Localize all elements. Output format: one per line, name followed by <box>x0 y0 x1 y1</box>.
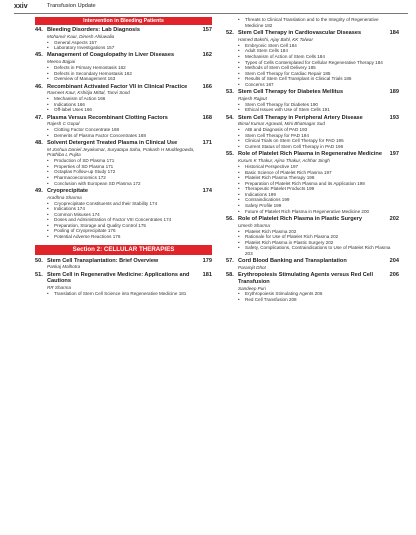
chapter-title: Recombinant Activated Factor VII in Clinical Practice <box>47 83 188 90</box>
chapter-topics <box>47 291 212 297</box>
chapter-page-number: 181 <box>202 271 212 278</box>
toc-chapter[interactable] <box>35 140 212 186</box>
toc-item: • Defects in Secondary Hemostasis 162 <box>47 71 206 77</box>
chapter-title: Stem Cell Therapy for Diabetes Mellitus <box>238 89 344 96</box>
toc-item: • Erythropoiesis Stimulating Agents 206 <box>238 291 393 297</box>
chapter-topics <box>238 127 399 149</box>
toc-item: • Therapeutic Platelet Products 199 <box>238 186 393 192</box>
chapter-page-number: 193 <box>389 114 399 121</box>
chapter-authors: Aradhna Sharma <box>47 194 82 200</box>
chapter-list-bleeding <box>35 27 212 240</box>
chapter-authors: Mohanvir Kaur, Dinesh Ahluwalia <box>47 33 115 39</box>
chapter-page-number: 184 <box>389 30 399 37</box>
toc-item: • Clotting Factor Concentrate 168 <box>47 127 206 133</box>
toc-item: • Current Status of Stem Cell Therapy in PAD 196 <box>238 144 393 150</box>
chapter-authors: Sandeep Puri <box>238 285 266 291</box>
left-column <box>35 17 212 297</box>
toc-item: • Stem Cell Therapy for PAD 194 <box>238 133 393 139</box>
chapter-title: Management of Coagulopathy in Liver Diseases <box>47 52 175 59</box>
toc-item: • Future of Platelet Rich Plasma in Regenerative Medicine 200 <box>238 209 393 215</box>
chapter-title: Cord Blood Banking and Transplantation <box>238 258 347 265</box>
section-banner-bleeding: Intervention in Bleeding Patients <box>35 17 212 25</box>
chapter-title: Role of Platelet Rich Plasma in Regenerative Medicine <box>238 151 382 158</box>
chapter-authors: Kusum K Thakur, Ajina Thakur, Achhar Singh <box>238 158 330 164</box>
toc-item: • Stem Cell Therapy for Diabetes 190 <box>238 102 393 108</box>
chapter-page-number: 157 <box>202 27 212 33</box>
toc-chapter[interactable] <box>226 115 399 150</box>
chapter-number: 44. <box>35 27 43 33</box>
chapter-topics <box>47 201 212 240</box>
chapter-topics <box>238 43 399 88</box>
toc-item: • Platelet Rich Plasma 202 <box>238 229 393 235</box>
toc-chapter[interactable] <box>35 84 212 113</box>
chapter-number: 54. <box>226 114 234 121</box>
chapter-page-number: 179 <box>202 257 212 264</box>
toc-item: • Common Misuses 174 <box>47 212 206 218</box>
section-banner-cellular: Section 2: CELLULAR THERAPIES <box>35 245 212 255</box>
toc-item: • Results of Stem Cell Transplant in Clinical Trials 186 <box>238 76 393 82</box>
chapter-number: 56. <box>226 215 234 222</box>
toc-item: • Methods of Stem Cell Delivery 185 <box>238 65 393 71</box>
chapter-number: 46. <box>35 83 43 90</box>
chapter-number: 49. <box>35 187 43 194</box>
toc-item: • General Aspects 157 <box>47 40 206 46</box>
chapter-authors: M Joshua Daniel Jeyakumar, Suryatapa Saha, Prakash H Muddegowda, Prathiba L Pujita <box>47 146 195 158</box>
chapter-page-number: 204 <box>389 258 399 265</box>
chapter-number: 53. <box>226 89 234 96</box>
chapter-title: Solvent Detergent Treated Plasma in Clinical Use <box>47 140 178 147</box>
chapter-number: 50. <box>35 257 43 264</box>
chapter-number: 47. <box>35 114 43 121</box>
toc-item: • Safety, Complications, Contraindications to Use of Platelet Rich Plasma 203 <box>238 245 393 256</box>
toc-item: • Off-label Uses 166 <box>47 107 206 113</box>
chapter-topics <box>47 127 212 138</box>
chapter-number: 58. <box>226 272 234 279</box>
chapter-list-cellular <box>35 258 212 297</box>
chapter-authors: Paramjit Dhot <box>238 264 266 270</box>
chapter-page-number: 171 <box>202 140 212 147</box>
chapter-authors: RR Sharma <box>47 285 71 291</box>
toc-item: • Red Cell Transfusion 208 <box>238 297 393 303</box>
chapter-page-number: 162 <box>202 52 212 59</box>
chapter-number: 57. <box>226 258 234 265</box>
toc-item: • Ethical Issues with Use of Stem Cells 191 <box>238 107 393 113</box>
toc-item: • Indications 199 <box>238 192 393 198</box>
toc-item: • Defects in Primary Hemostasis 162 <box>47 65 206 71</box>
chapter-topics <box>47 40 212 51</box>
chapter-page-number: 206 <box>389 272 399 279</box>
chapter-page-number: 174 <box>202 187 212 194</box>
toc-item: • Platelet Rich Plasma Therapy 198 <box>238 175 393 181</box>
toc-item: • Concerns 187 <box>238 82 393 88</box>
toc-item: • Basic Science of Platelet Rich Plasma 197 <box>238 170 393 176</box>
toc-item: • Mechanism of Action of Stem Cells 184 <box>238 54 393 60</box>
toc-item: • Rationale for Use of Platelet Rich Plasma 202 <box>238 234 393 240</box>
toc-item: • Conclusion with European SD Plasma 172 <box>47 181 206 187</box>
chapter-topics <box>238 102 399 113</box>
toc-chapter[interactable] <box>226 272 399 302</box>
toc-item: • Stem Cell Therapy for Cardiac Repair 185 <box>238 71 393 77</box>
toc-item: • Safety Profile 199 <box>238 203 393 209</box>
toc-item: • Platelet Rich Plasma in Plastic Surgery 202 <box>238 240 393 246</box>
chapter-title: Stem Cell Therapy in Peripheral Artery Disease <box>238 114 363 121</box>
chapter-topics <box>238 291 399 302</box>
header-rule <box>14 13 408 14</box>
toc-item: • Pharmacoeconomics 172 <box>47 175 206 181</box>
toc-chapter[interactable] <box>226 258 399 270</box>
chapter-topics <box>47 65 212 82</box>
toc-item: • Indications 174 <box>47 206 206 212</box>
chapter-list-right <box>226 30 399 303</box>
page-number: xxiv <box>14 3 28 10</box>
chapter-title: Cryoprecipitate <box>47 187 89 194</box>
toc-item: • Embryonic Stem Cell 184 <box>238 43 393 49</box>
chapter-authors: Meenu Bajpai <box>47 59 76 65</box>
toc-item: • Threats to Clinical Translation and to the Integrity of Regenerative Medicine 182 <box>238 17 393 28</box>
chapter-number: 55. <box>226 151 234 158</box>
chapter-page-number: 168 <box>202 114 212 121</box>
chapter-title: Plasma Versus Recombinant Clotting Factors <box>47 114 168 121</box>
toc-chapter[interactable] <box>35 52 212 81</box>
toc-item: • Octaplas Follow-up Study 172 <box>47 169 206 175</box>
book-title: Transfusion Update <box>47 3 96 9</box>
chapter-number: 52. <box>226 30 234 37</box>
toc-item: • Clinical Trials on Stem Cell Therapy for PAD 195 <box>238 138 393 144</box>
chapter-title: Stem Cell in Regenerative Medicine: Applications and Cautions <box>47 271 190 285</box>
toc-chapter[interactable] <box>35 115 212 139</box>
chapter-title: Erythropoiesis Stimulating Agents versus Red Cell Transfusion <box>238 272 374 285</box>
toc-chapter[interactable] <box>226 216 399 257</box>
right-column <box>226 17 399 303</box>
chapter-page-number: 189 <box>389 89 399 96</box>
chapter-topics <box>238 164 399 214</box>
chapter-topics <box>47 158 212 186</box>
toc-item: • Types of Cells Contemplated for Cellular Regenerative Therapy 184 <box>238 60 393 66</box>
toc-item: • Adult Stem Cells 184 <box>238 48 393 54</box>
toc-item: • Mechanism of Action 166 <box>47 96 206 102</box>
chapter-title: Stem Cell Therapy in Cardiovascular Diseases <box>238 30 362 37</box>
chapter-topics <box>47 96 212 113</box>
toc-chapter[interactable] <box>35 27 212 51</box>
toc-item: • Cryoprecipitate Constituents and their Stability 174 <box>47 201 206 207</box>
chapter-page-number: 197 <box>389 151 399 158</box>
toc-chapter[interactable] <box>35 188 212 240</box>
toc-chapter[interactable] <box>35 272 212 297</box>
page-header <box>14 0 408 14</box>
toc-item: • Production of SD Plasma 171 <box>47 158 206 164</box>
chapter-authors: Ravneet Kaur, Kshitija Mittal, Tanvi Sood <box>47 90 130 96</box>
toc-chapter[interactable] <box>226 30 399 87</box>
chapter-authors: Bimal Kumar Agrawal, Mini Bhatnagar Sud <box>238 121 325 127</box>
toc-item: • Pooling of Cryoprecipitate 176 <box>47 228 206 234</box>
toc-item: • Demerits of Plasma Factor Concentrates 168 <box>47 133 206 139</box>
chapter-title: Role of Platelet Rich Plasma in Plastic Surgery <box>238 215 363 222</box>
toc-chapter[interactable] <box>226 151 399 214</box>
chapter-authors: Rajesh Rajput <box>238 95 267 101</box>
chapter-page-number: 166 <box>202 83 212 90</box>
chapter-authors: Pankaj Malhotra <box>47 264 81 270</box>
toc-item: • Overview of Management 163 <box>47 76 206 82</box>
toc-item: • Translation of Stem Cell Science into Regenerative Medicine 181 <box>47 291 206 297</box>
chapter-title: Stem Cell Transplantation: Brief Overview <box>47 257 159 264</box>
chapter-title: Bleeding Disorders: Lab Diagnosis <box>47 27 140 33</box>
toc-item: • Indications 166 <box>47 102 206 108</box>
toc-item: • Doses and Administration of Factor VIII Concentrates 174 <box>47 217 206 223</box>
toc-item: • Properties of SD Plasma 171 <box>47 164 206 170</box>
chapter-number: 45. <box>35 52 43 59</box>
toc-item: • ABI and Diagnosis of PAD 193 <box>238 127 393 133</box>
continued-items <box>238 17 399 28</box>
toc-item: • Historical Perspective 197 <box>238 164 393 170</box>
chapter-authors: Umesh Sharma <box>238 222 270 228</box>
chapter-number: 48. <box>35 140 43 147</box>
toc-chapter[interactable] <box>35 258 212 270</box>
chapter-authors: Hamed Bakshi, Ajay Bahl, KK Talwar <box>238 36 313 42</box>
chapter-number: 51. <box>35 271 43 278</box>
chapter-page-number: 202 <box>389 215 399 222</box>
toc-item: • Preparation of Platelet Rich Plasma and its Application 198 <box>238 181 393 187</box>
toc-chapter[interactable] <box>226 89 399 113</box>
toc-item: • Contraindications 199 <box>238 197 393 203</box>
toc-item: • Potential Adverse Reactions 176 <box>47 234 206 240</box>
chapter-authors: Rajesh C Gopal <box>47 121 80 127</box>
toc-item: • Preparation, Storage and Quality Control 175 <box>47 223 206 229</box>
toc-item: • Laboratory Investigations 157 <box>47 45 206 51</box>
chapter-topics <box>238 229 399 257</box>
